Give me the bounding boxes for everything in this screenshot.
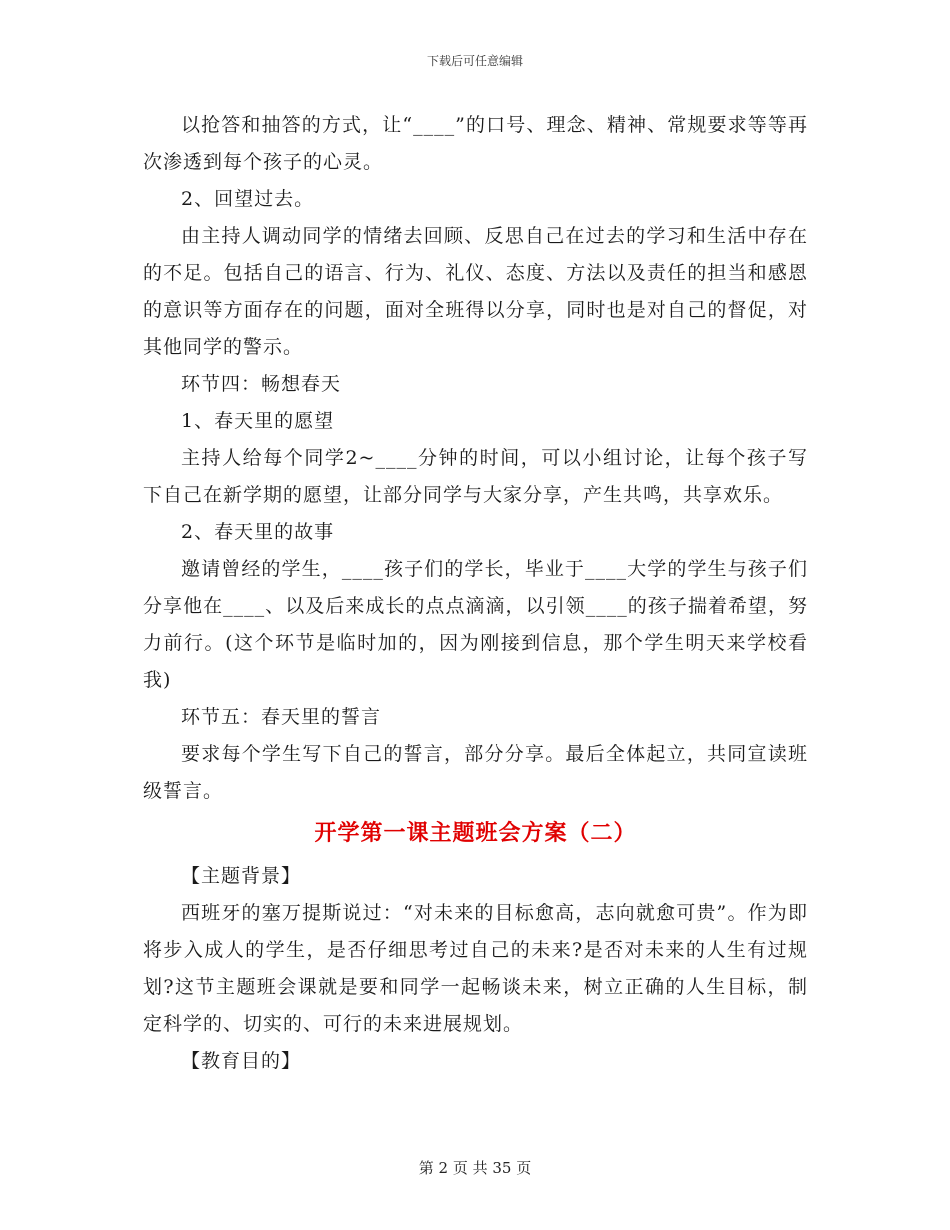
paragraph: 要求每个学生写下自己的誓言，部分分享。最后全体起立，共同宣读班级誓言。: [143, 743, 808, 802]
paragraph: 西班牙的塞万提斯说过：“对未来的目标愈高，志向就愈可贵”。作为即将步入成人的学生，是否仔细思考过自己的未来?是否对未来的人生有过规划?这节主题班会课就是要和同学一起畅谈未来，树立正确的人生目标，制定科学的、切实的、可行的未来进展规划。: [143, 902, 808, 1035]
paragraph: 1、春天里的愿望: [181, 410, 335, 432]
section-title: 开学第一课主题班会方案（二）: [314, 821, 637, 846]
paragraph: 邀请曾经的学生，____孩子们的学长，毕业于____大学的学生与孩子们分享他在____、以及后来成长的点点滴滴，以引领____的孩子揣着希望，努力前行。(这个环节是临时加的，因为刚接到信息，那个学生明天来学校看我): [143, 558, 808, 691]
paragraph: 【教育目的】: [181, 1050, 302, 1072]
paragraph: 环节五：春天里的誓言: [181, 706, 382, 728]
paragraph: 2、春天里的故事: [181, 521, 335, 543]
paragraph: 【主题背景】: [181, 865, 302, 887]
header-note: 下载后可任意编辑: [426, 54, 523, 68]
paragraph: 主持人给每个同学2~____分钟的时间，可以小组讨论，让每个孩子写下自己在新学期的愿望，让部分同学与大家分享，产生共鸣，共享欢乐。: [143, 447, 808, 506]
paragraph: 环节四：畅想春天: [181, 373, 342, 395]
paragraph: 2、回望过去。: [181, 188, 315, 210]
paragraph: 由主持人调动同学的情绪去回顾、反思自己在过去的学习和生活中存在的不足。包括自己的语言、行为、礼仪、态度、方法以及责任的担当和感恩的意识等方面存在的问题，面对全班得以分享，同时也是对自己的督促，对其他同学的警示。: [143, 225, 808, 358]
paragraph: 以抢答和抽答的方式，让“____”的口号、理念、精神、常规要求等等再次渗透到每个孩子的心灵。: [143, 114, 808, 173]
page-number: 第 2 页 共 35 页: [418, 1159, 532, 1177]
document-body: [143, 107, 808, 1080]
